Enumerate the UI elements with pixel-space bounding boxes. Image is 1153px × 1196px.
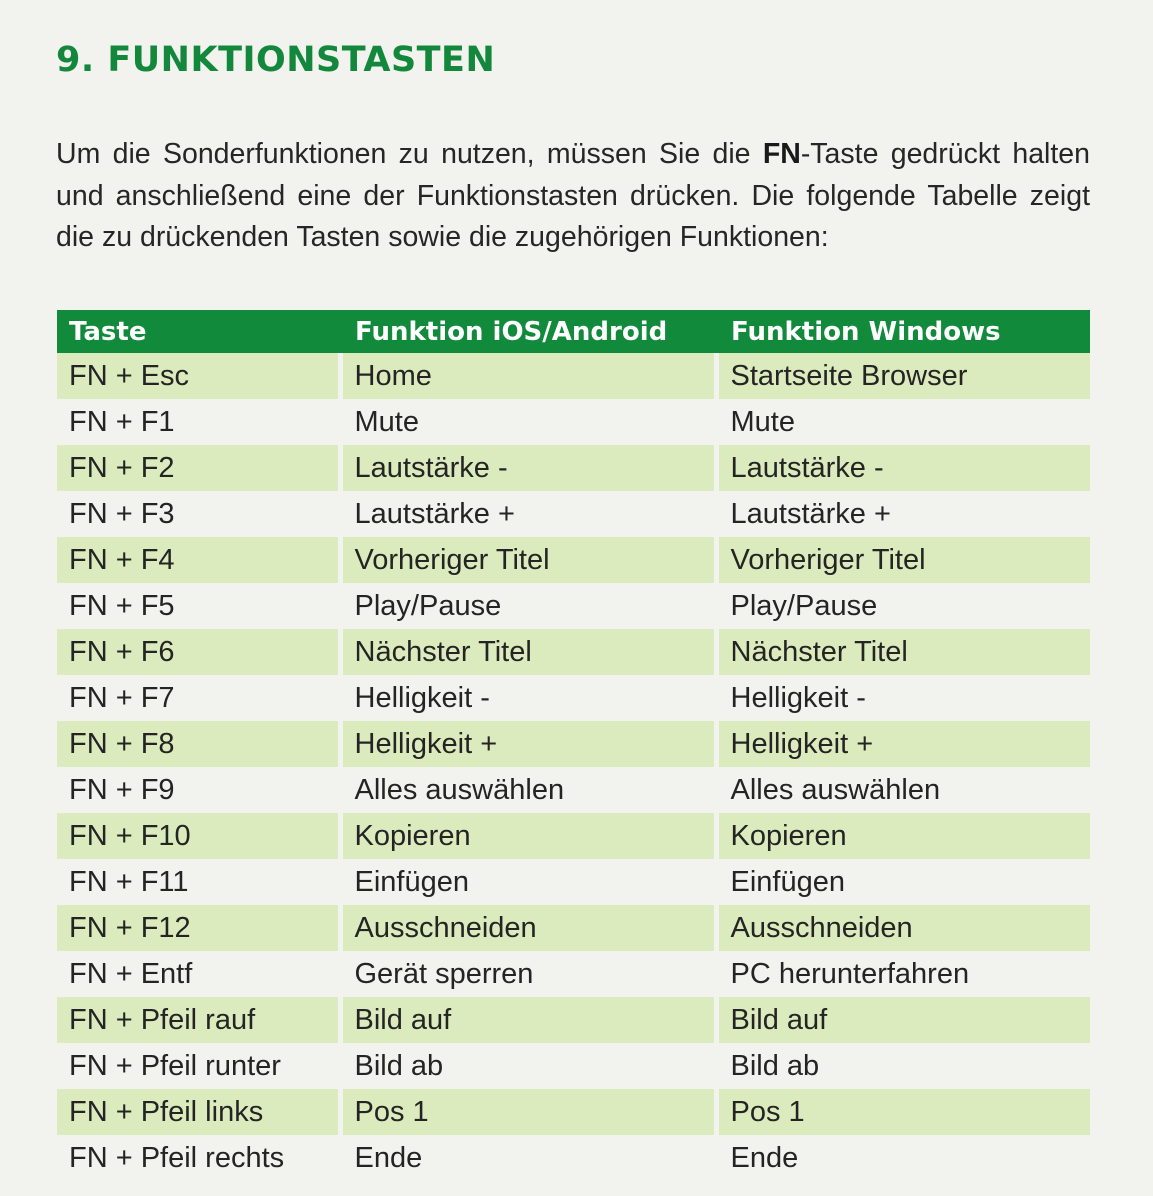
key-cell: FN + F12 [57, 905, 340, 951]
windows-function-cell: Ausschneiden [716, 905, 1090, 951]
ios-android-function-cell: Play/Pause [340, 583, 716, 629]
key-cell: FN + F7 [57, 675, 340, 721]
table-row [57, 583, 1090, 629]
windows-function-cell: Pos 1 [716, 1089, 1090, 1135]
windows-function-cell: Mute [716, 399, 1090, 445]
ios-android-function-cell: Bild ab [340, 1043, 716, 1089]
column-header-ios-android: Funktion iOS/Android [340, 310, 716, 353]
windows-function-cell: Helligkeit + [716, 721, 1090, 767]
intro-text-end: -Taste gedrückt halten und anschließend eine der Funktionstasten drücken. Die folgende Tabelle zeigt die zu drückenden Tasten sowie die zugehörigen Funktionen: [56, 138, 1090, 253]
ios-android-function-cell: Kopieren [340, 813, 716, 859]
windows-function-cell: Play/Pause [716, 583, 1090, 629]
ios-android-function-cell: Lautstärke - [340, 445, 716, 491]
key-cell: FN + F4 [57, 537, 340, 583]
column-header-windows: Funktion Windows [716, 310, 1090, 353]
key-cell: FN + Esc [57, 353, 340, 399]
table-row [57, 951, 1090, 997]
windows-function-cell: Ende [716, 1135, 1090, 1181]
ios-android-function-cell: Mute [340, 399, 716, 445]
function-keys-table [57, 310, 1090, 1181]
ios-android-function-cell: Helligkeit + [340, 721, 716, 767]
table-row [57, 1089, 1090, 1135]
table-row [57, 675, 1090, 721]
ios-android-function-cell: Nächster Titel [340, 629, 716, 675]
table-row [57, 1135, 1090, 1181]
ios-android-function-cell: Vorheriger Titel [340, 537, 716, 583]
ios-android-function-cell: Ende [340, 1135, 716, 1181]
key-cell: FN + F8 [57, 721, 340, 767]
table-body [57, 353, 1090, 1181]
table-row [57, 491, 1090, 537]
key-cell: FN + F10 [57, 813, 340, 859]
ios-android-function-cell: Helligkeit - [340, 675, 716, 721]
table-row [57, 813, 1090, 859]
key-cell: FN + F3 [57, 491, 340, 537]
windows-function-cell: Bild auf [716, 997, 1090, 1043]
windows-function-cell: Nächster Titel [716, 629, 1090, 675]
key-cell: FN + F11 [57, 859, 340, 905]
key-cell: FN + F9 [57, 767, 340, 813]
ios-android-function-cell: Gerät sperren [340, 951, 716, 997]
ios-android-function-cell: Home [340, 353, 716, 399]
table-row [57, 537, 1090, 583]
windows-function-cell: PC herunterfahren [716, 951, 1090, 997]
key-cell: FN + Entf [57, 951, 340, 997]
key-cell: FN + Pfeil rechts [57, 1135, 340, 1181]
table-row [57, 445, 1090, 491]
windows-function-cell: Bild ab [716, 1043, 1090, 1089]
windows-function-cell: Vorheriger Titel [716, 537, 1090, 583]
ios-android-function-cell: Lautstärke + [340, 491, 716, 537]
windows-function-cell: Startseite Browser [716, 353, 1090, 399]
table-row [57, 905, 1090, 951]
key-cell: FN + F5 [57, 583, 340, 629]
windows-function-cell: Helligkeit - [716, 675, 1090, 721]
page-title: 9. FUNKTIONSTASTEN [56, 40, 496, 80]
table-row [57, 859, 1090, 905]
windows-function-cell: Lautstärke - [716, 445, 1090, 491]
intro-text-start: Um die Sonderfunktionen zu nutzen, müssen Sie die [56, 138, 763, 170]
key-cell: FN + F1 [57, 399, 340, 445]
windows-function-cell: Einfügen [716, 859, 1090, 905]
table-row [57, 629, 1090, 675]
intro-paragraph [56, 134, 1090, 259]
key-cell: FN + F2 [57, 445, 340, 491]
key-cell: FN + Pfeil runter [57, 1043, 340, 1089]
windows-function-cell: Kopieren [716, 813, 1090, 859]
table-row [57, 1043, 1090, 1089]
ios-android-function-cell: Ausschneiden [340, 905, 716, 951]
column-header-key: Taste [57, 310, 340, 353]
table-header-row [57, 310, 1090, 353]
ios-android-function-cell: Einfügen [340, 859, 716, 905]
table-row [57, 721, 1090, 767]
ios-android-function-cell: Alles auswählen [340, 767, 716, 813]
windows-function-cell: Alles auswählen [716, 767, 1090, 813]
table-row [57, 767, 1090, 813]
table-row [57, 399, 1090, 445]
ios-android-function-cell: Bild auf [340, 997, 716, 1043]
fn-key-emphasis: FN [762, 138, 801, 170]
key-cell: FN + Pfeil links [57, 1089, 340, 1135]
table-row [57, 997, 1090, 1043]
ios-android-function-cell: Pos 1 [340, 1089, 716, 1135]
windows-function-cell: Lautstärke + [716, 491, 1090, 537]
key-cell: FN + F6 [57, 629, 340, 675]
table-row [57, 353, 1090, 399]
key-cell: FN + Pfeil rauf [57, 997, 340, 1043]
